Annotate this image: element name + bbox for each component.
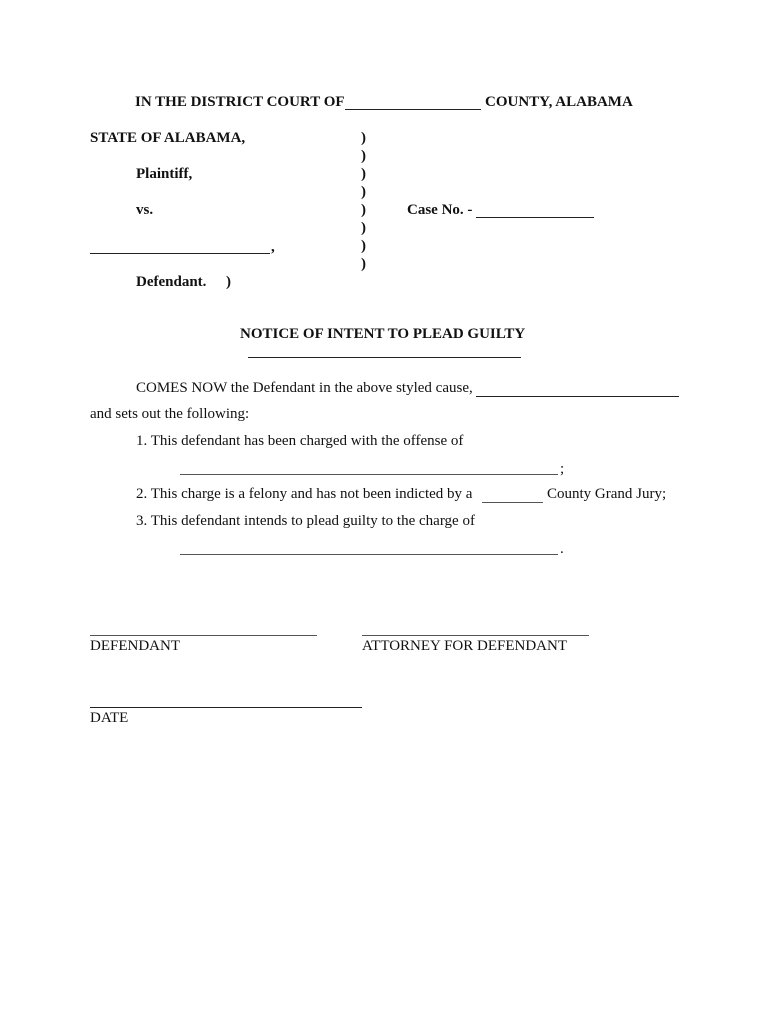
attorney-signature-line[interactable] bbox=[362, 635, 589, 636]
caption-bracket: ) bbox=[361, 130, 366, 146]
defendant-name-comma: , bbox=[271, 239, 275, 255]
county-blank-line[interactable] bbox=[345, 109, 481, 110]
caption-bracket: ) bbox=[361, 256, 366, 272]
item-1-text: 1. This defendant has been charged with the offense of bbox=[136, 433, 464, 449]
item-2-suffix: County Grand Jury; bbox=[547, 486, 667, 502]
caption-bracket: ) bbox=[361, 202, 366, 218]
date-label: DATE bbox=[90, 710, 129, 726]
item-3-text: 3. This defendant intends to plead guilty to the charge of bbox=[136, 513, 475, 529]
defendant-label: Defendant. bbox=[136, 274, 207, 290]
defendant-name-blank-line[interactable] bbox=[90, 253, 270, 254]
caption-bracket: ) bbox=[361, 148, 366, 164]
notice-title-rule bbox=[248, 357, 521, 358]
grand-jury-county-blank-line[interactable] bbox=[482, 502, 543, 503]
caption-bracket: ) bbox=[361, 166, 366, 182]
defendant-signature-line[interactable] bbox=[90, 635, 317, 636]
plaintiff-label: Plaintiff, bbox=[136, 166, 193, 182]
attorney-signature-label: ATTORNEY FOR DEFENDANT bbox=[362, 638, 568, 654]
caption-bracket: ) bbox=[361, 220, 366, 236]
caption-bracket: ) bbox=[361, 238, 366, 254]
notice-title: NOTICE OF INTENT TO PLEAD GUILTY bbox=[240, 326, 526, 342]
case-number-blank-line[interactable] bbox=[476, 217, 594, 218]
court-heading-suffix: COUNTY, ALABAMA bbox=[485, 94, 633, 110]
defendant-name-body-blank-line[interactable] bbox=[476, 396, 679, 397]
offense-blank-line[interactable] bbox=[180, 474, 558, 475]
defendant-label-paren: ) bbox=[226, 274, 231, 290]
caption-bracket: ) bbox=[361, 184, 366, 200]
item-2-text: 2. This charge is a felony and has not been indicted by a bbox=[136, 486, 473, 502]
court-heading-prefix: IN THE DISTRICT COURT OF bbox=[135, 94, 345, 110]
plea-charge-blank-line[interactable] bbox=[180, 554, 558, 555]
case-number-label: Case No. - bbox=[407, 202, 473, 218]
plaintiff-name: STATE OF ALABAMA, bbox=[90, 130, 246, 146]
item-3-period: . bbox=[560, 541, 564, 557]
intro-continuation: and sets out the following: bbox=[90, 406, 250, 422]
intro-sentence: COMES NOW the Defendant in the above styled cause, bbox=[136, 380, 473, 396]
item-1-semicolon: ; bbox=[560, 461, 565, 477]
date-line[interactable] bbox=[90, 707, 362, 708]
versus-label: vs. bbox=[136, 202, 154, 218]
defendant-signature-label: DEFENDANT bbox=[90, 638, 180, 654]
